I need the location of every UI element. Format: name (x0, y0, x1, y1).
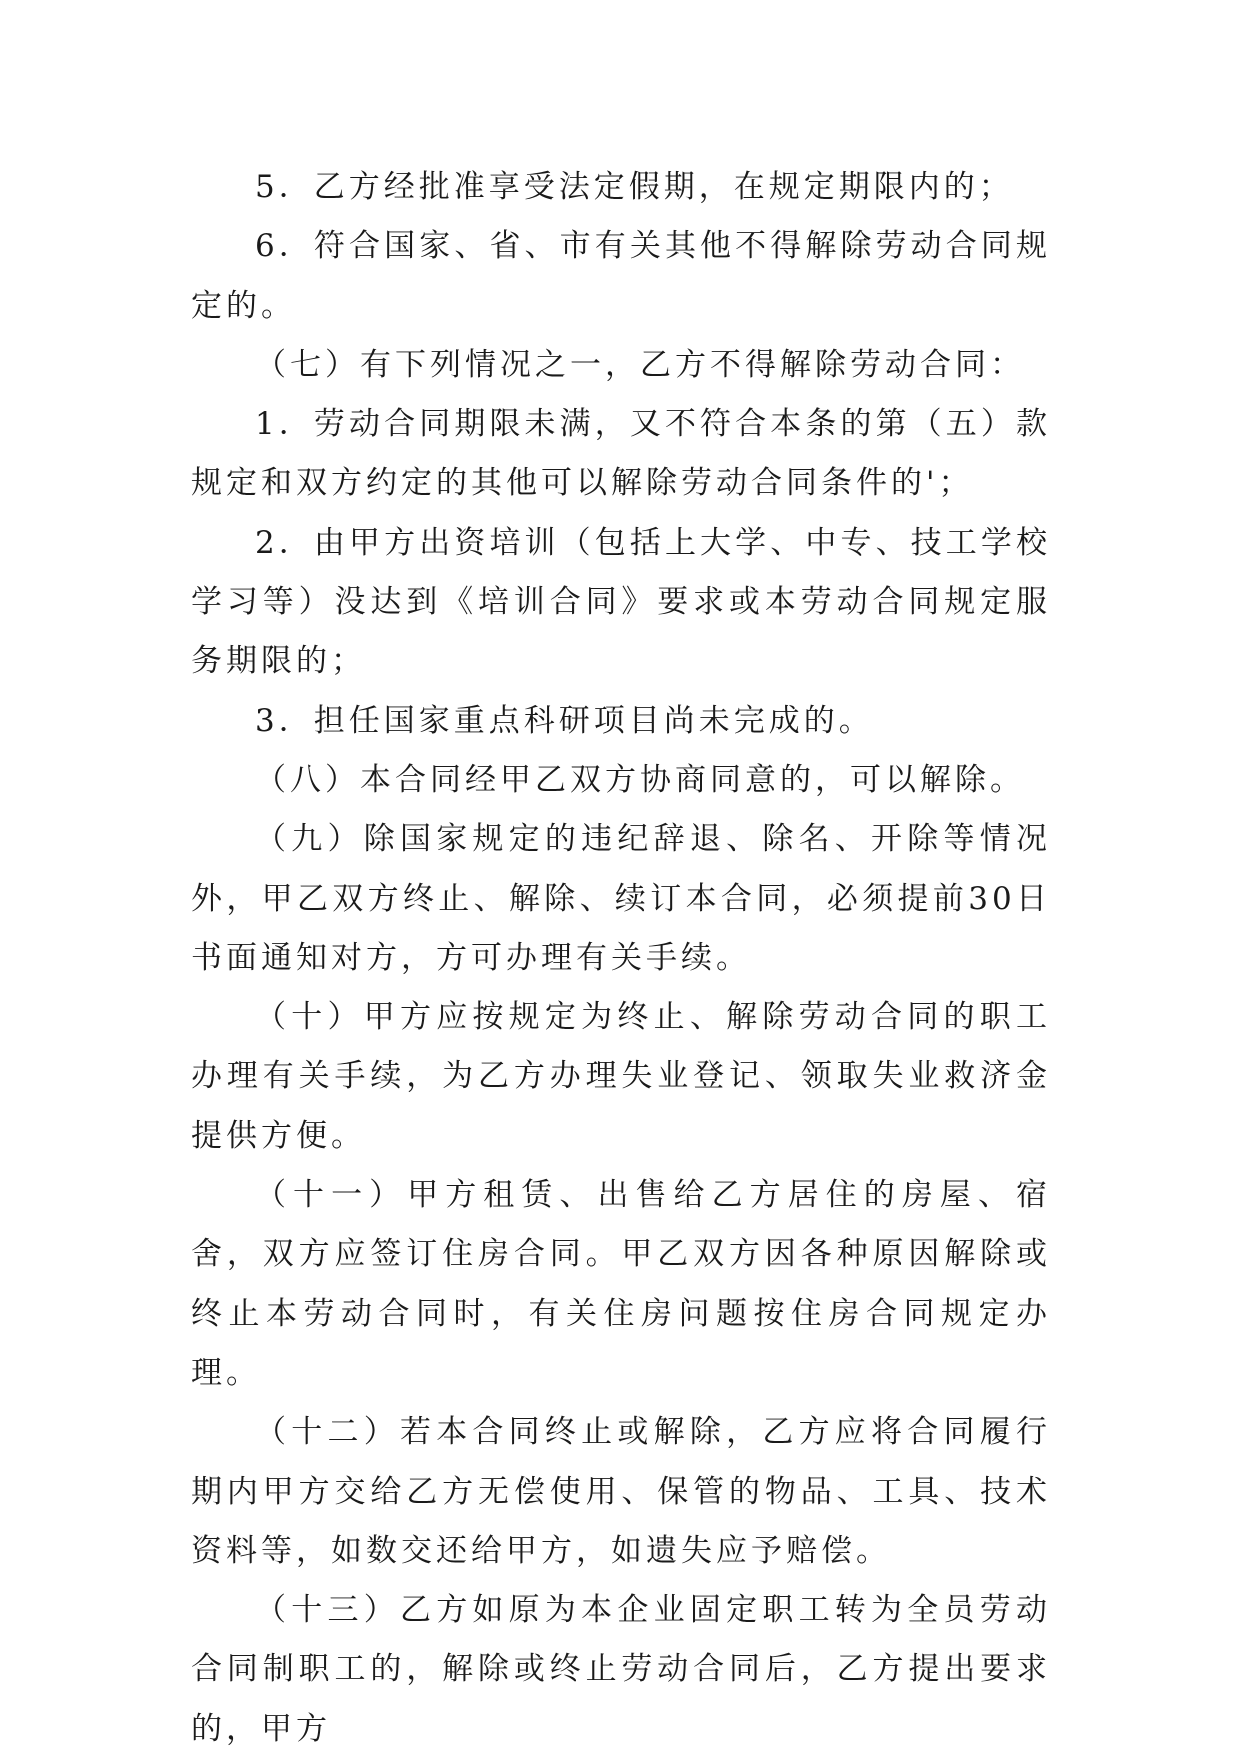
paragraph-section-8: （八）本合同经甲乙双方协商同意的，可以解除。 (255, 761, 1025, 798)
paragraph-item-3: 3．担任国家重点科研项目尚未完成的。 (255, 702, 874, 739)
paragraph-section-9: （九）除国家规定的违纪辞退、除名、开除等情况外，甲乙双方终止、解除、续订本合同，必须提前30日书面通知对方，方可办理有关手续。 (191, 821, 1051, 976)
paragraph-item-6: 6．符合国家、省、市有关其他不得解除劳动合同规定的。 (191, 228, 1051, 324)
paragraph-section-12: （十二）若本合同终止或解除，乙方应将合同履行期内甲方交给乙方无偿使用、保管的物品、工具、技术资料等，如数交还给甲方，如遗失应予赔偿。 (191, 1414, 1051, 1569)
paragraph-item-1: 1．劳动合同期限未满，又不符合本条的第（五）款规定和双方约定的其他可以解除劳动合同条件的'； (191, 406, 1051, 502)
paragraph-section-13: （十三）乙方如原为本企业固定职工转为全员劳动合同制职工的，解除或终止劳动合同后，乙方提出要求的，甲方 (191, 1592, 1051, 1747)
paragraph-section-7: （七）有下列情况之一，乙方不得解除劳动合同： (255, 346, 1025, 383)
paragraph-section-11: （十一）甲方租赁、出售给乙方居住的房屋、宿舍，双方应签订住房合同。甲乙双方因各种原因解除或终止本劳动合同时，有关住房问题按住房合同规定办理。 (191, 1177, 1051, 1391)
document-body (191, 158, 1051, 1759)
paragraph-section-10: （十）甲方应按规定为终止、解除劳动合同的职工办理有关手续，为乙方办理失业登记、领取失业救济金提供方便。 (191, 999, 1051, 1154)
paragraph-item-5: 5．乙方经批准享受法定假期，在规定期限内的； (255, 169, 1014, 205)
paragraph-item-2: 2．由甲方出资培训（包括上大学、中专、技工学校学习等）没达到《培训合同》要求或本劳动合同规定服务期限的； (191, 524, 1051, 680)
